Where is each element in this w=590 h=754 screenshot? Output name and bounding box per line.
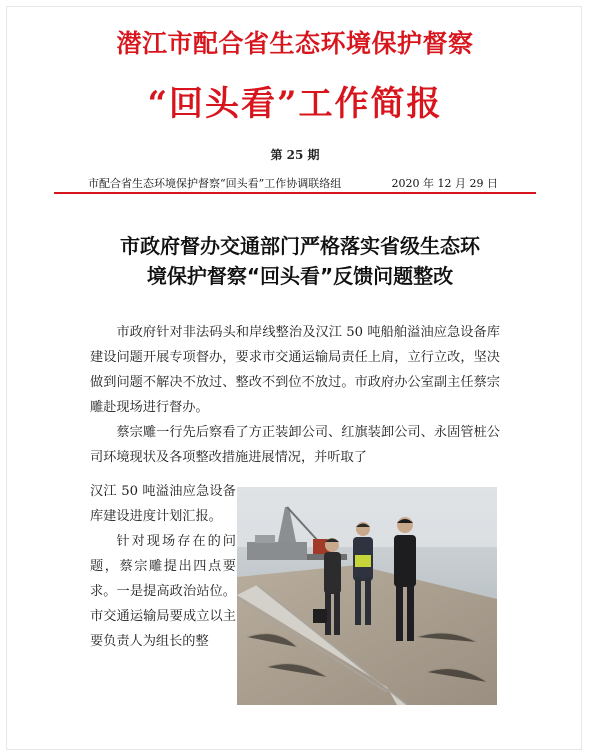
paragraph-3: 针对现场存在的问题，蔡宗雕提出四点要求。一是提高政治站位。市交通运输局要成立以主要负责人为组长的整 xyxy=(90,534,236,649)
article-body xyxy=(90,320,500,470)
issuer-name: 市配合省生态环境保护督察“回头看”工作协调联络组 xyxy=(88,177,342,190)
issue-date: 2020 年 12 月 29 日 xyxy=(391,177,498,190)
issuer-row xyxy=(88,175,498,191)
site-inspection-photo xyxy=(237,487,497,705)
bulletin-org-title: 潜江市配合省生态环境保护督察 xyxy=(116,29,474,58)
paragraph-2: 蔡宗雕一行先后察看了方正装卸公司、红旗装卸公司、永固管桩公司环境现状及各项整改措施进展情况，并听取了 xyxy=(90,425,500,465)
paragraph-2-continued: 汉江 50 吨溢油应急设备库建设进度计划汇报。 xyxy=(90,484,236,524)
paragraph-1: 市政府针对非法码头和岸线整治及汉江 50 吨船舶溢油应急设备库建设问题开展专项督办，要求市交通运输局责任上肩，立行立改，坚决做到问题不解决不放过、整改不到位不放过。市政府办公室副主任蔡宗雕赴现场进行督办。 xyxy=(90,325,500,415)
article-title xyxy=(90,231,510,291)
issue-number: 第 25 期 xyxy=(270,148,320,162)
article-title-line-1: 市政府督办交通部门严格落实省级生态环 xyxy=(120,234,480,258)
bulletin-title: “回头看”工作简报 xyxy=(147,84,443,124)
article-title-line-2: 境保护督察“回头看”反馈问题整改 xyxy=(146,264,454,288)
article-body-wrapped xyxy=(90,479,236,654)
header-divider xyxy=(54,192,536,194)
